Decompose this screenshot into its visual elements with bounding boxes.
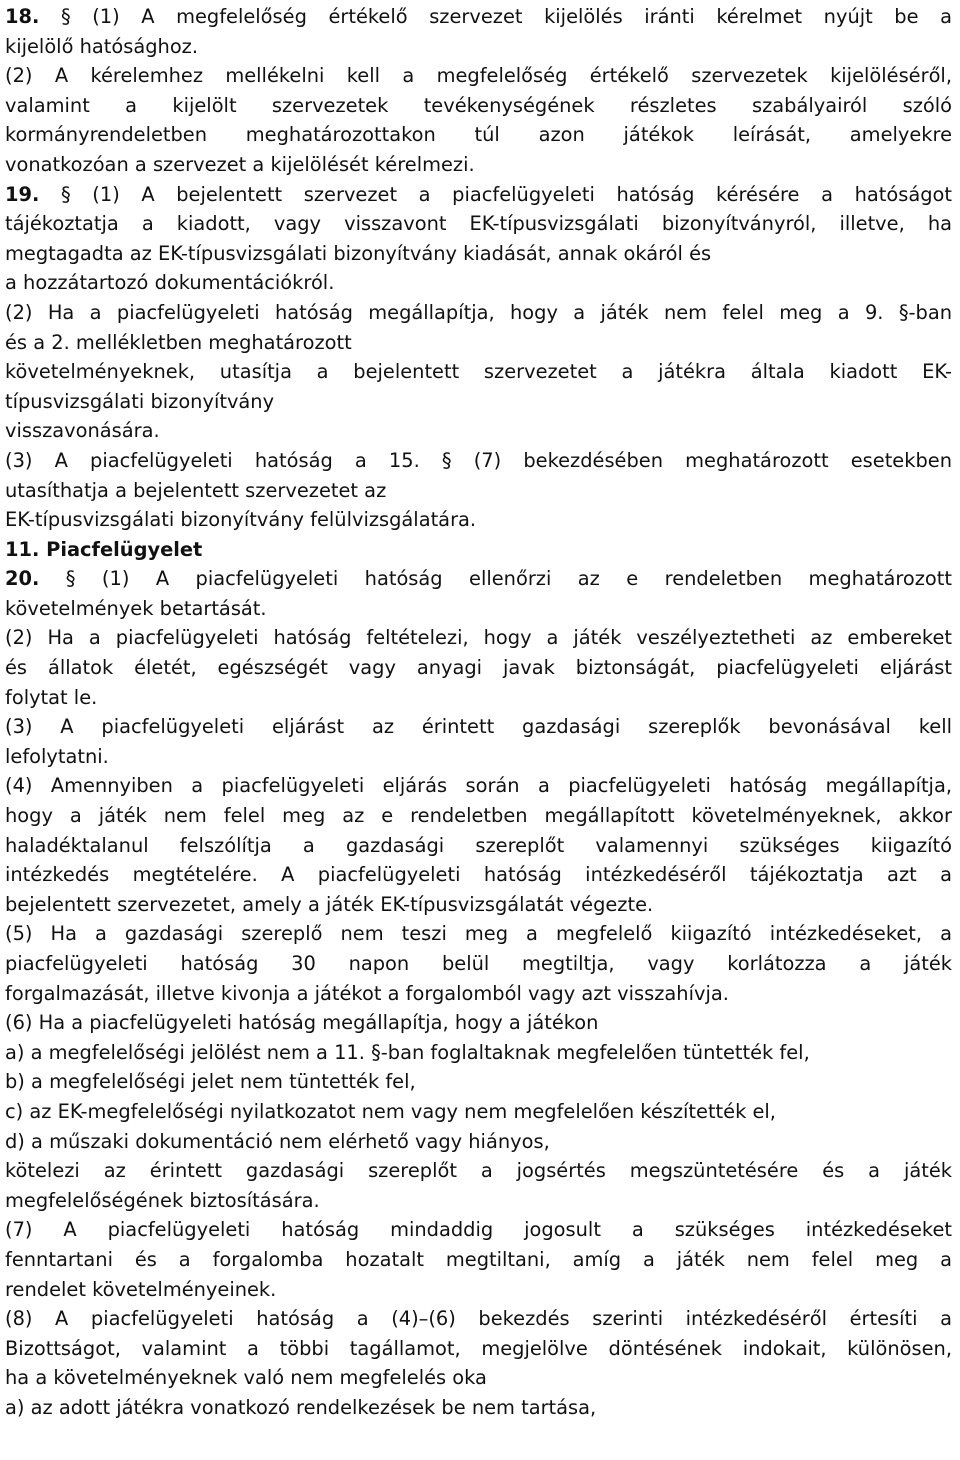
text-line: vonatkozóan a szervezet a kijelölését kérelmezi. <box>5 152 475 176</box>
text-line: követelmények betartását. <box>5 596 267 620</box>
text-line: megtagadta az EK-típusvizsgálati bizonyítvány kiadását, annak okáról és <box>5 241 712 265</box>
text-line: b) a megfelelőségi jelet nem tüntették fel, <box>5 1070 416 1094</box>
paragraph-text: § (1) A megfelelőség értékelő szervezet kijelölés iránti kérelmet nyújt be a <box>60 5 952 28</box>
text-line: megfelelőségének biztosítására. <box>5 1188 320 1212</box>
text-line: d) a műszaki dokumentáció nem elérhető vagy hiányos, <box>5 1129 550 1153</box>
text-line: és a 2. mellékletben meghatározott <box>5 330 352 354</box>
paragraph-text: § (1) A bejelentett szervezet a piacfelügyeleti hatóság kérésére a hatóságot <box>60 182 952 206</box>
text-line: tájékoztatja a kiadott, vagy visszavont EK-típusvizsgálati bizonyítványról, illetve, ha <box>5 212 952 236</box>
text-line <box>5 564 952 594</box>
text-line: a hozzátartozó dokumentációkról. <box>5 271 335 295</box>
text-line: intézkedés megtételére. A piacfelügyeleti hatóság intézkedéséről tájékoztatja azt a <box>5 863 952 887</box>
text-line: és állatok életét, egészségét vagy anyagi javak biztonságát, piacfelügyeleti eljárást <box>5 656 952 680</box>
text-line: típusvizsgálati bizonyítvány <box>5 389 275 413</box>
text-line: forgalmazását, illetve kivonja a játékot a forgalomból vagy azt visszahívja. <box>5 981 729 1005</box>
text-line: (3) A piacfelügyeleti hatóság a 15. § (7) bekezdésében meghatározott esetekben <box>5 448 952 472</box>
text-line: kijelölő hatósághoz. <box>5 34 199 58</box>
text-line: (6) Ha a piacfelügyeleti hatóság megállapítja, hogy a játékon <box>5 1011 599 1035</box>
section-heading: 11. Piacfelügyelet <box>5 537 203 561</box>
text-line: kötelezi az érintett gazdasági szereplőt a jogsértés megszüntetésére és a játék <box>5 1159 952 1183</box>
text-line: (2) Ha a piacfelügyeleti hatóság feltételezi, hogy a játék veszélyeztetheti az embereket <box>5 626 952 650</box>
text-line: (8) A piacfelügyeleti hatóság a (4)–(6) bekezdés szerinti intézkedéséről értesíti a <box>5 1307 952 1331</box>
paragraph-number: 20. <box>5 567 40 591</box>
text-line <box>5 2 952 32</box>
text-line: rendelet követelményeinek. <box>5 1277 277 1301</box>
text-line: a) a megfelelőségi jelölést nem a 11. §-ban foglaltaknak megfelelően tüntették fel, <box>5 1040 810 1064</box>
text-line: lefolytatni. <box>5 744 109 768</box>
paragraph-number: 18. <box>5 5 40 28</box>
text-line: (4) Amennyiben a piacfelügyeleti eljárás során a piacfelügyeleti hatóság megállapítja, <box>5 774 952 798</box>
text-line: haladéktalanul felszólítja a gazdasági szereplőt valamennyi szükséges kiigazító <box>5 833 952 857</box>
text-line: folytat le. <box>5 685 98 709</box>
text-line: (5) Ha a gazdasági szereplő nem teszi meg a megfelelő kiigazító intézkedéseket, a <box>5 922 952 946</box>
text-line: utasíthatja a bejelentett szervezetet az <box>5 478 387 502</box>
text-line: hogy a játék nem felel meg az e rendeletben megállapított követelményeknek, akkor <box>5 804 952 828</box>
text-line <box>5 180 952 210</box>
text-line: kormányrendeletben meghatározottakon túl azon játékok leírását, amelyekre <box>5 123 952 147</box>
text-line: (2) A kérelemhez mellékelni kell a megfelelőség értékelő szervezetek kijelöléséről, <box>5 64 952 88</box>
text-line: (2) Ha a piacfelügyeleti hatóság megállapítja, hogy a játék nem felel meg a 9. §-ban <box>5 300 952 324</box>
text-line: Bizottságot, valamint a többi tagállamot, megjelölve döntésének indokait, különösen, <box>5 1336 952 1360</box>
text-line: EK-típusvizsgálati bizonyítvány felülvizsgálatára. <box>5 508 477 532</box>
text-line: bejelentett szervezetet, amely a játék EK-típusvizsgálatát végezte. <box>5 892 654 916</box>
text-line: visszavonására. <box>5 419 160 443</box>
text-line: (7) A piacfelügyeleti hatóság mindaddig jogosult a szükséges intézkedéseket <box>5 1218 952 1242</box>
paragraph-number: 19. <box>5 182 40 206</box>
text-line: a) az adott játékra vonatkozó rendelkezések be nem tartása, <box>5 1395 597 1419</box>
text-line: c) az EK-megfelelőségi nyilatkozatot nem vagy nem megfelelően készítették el, <box>5 1099 776 1123</box>
text-line: követelményeknek, utasítja a bejelentett szervezetet a játékra általa kiadott EK- <box>5 360 952 384</box>
paragraph-text: § (1) A piacfelügyeleti hatóság ellenőrzi az e rendeletben meghatározott <box>65 567 952 591</box>
text-line: fenntartani és a forgalomba hozatalt megtiltani, amíg a játék nem felel meg a <box>5 1247 952 1271</box>
text-line: ha a követelményeknek való nem megfelelés oka <box>5 1366 487 1390</box>
text-line: piacfelügyeleti hatóság 30 napon belül megtiltja, vagy korlátozza a játék <box>5 952 952 975</box>
text-line: valamint a kijelölt szervezetek tevékenységének részletes szabályairól szóló <box>5 93 952 117</box>
text-line: (3) A piacfelügyeleti eljárást az érintett gazdasági szereplők bevonásával kell <box>5 715 952 739</box>
